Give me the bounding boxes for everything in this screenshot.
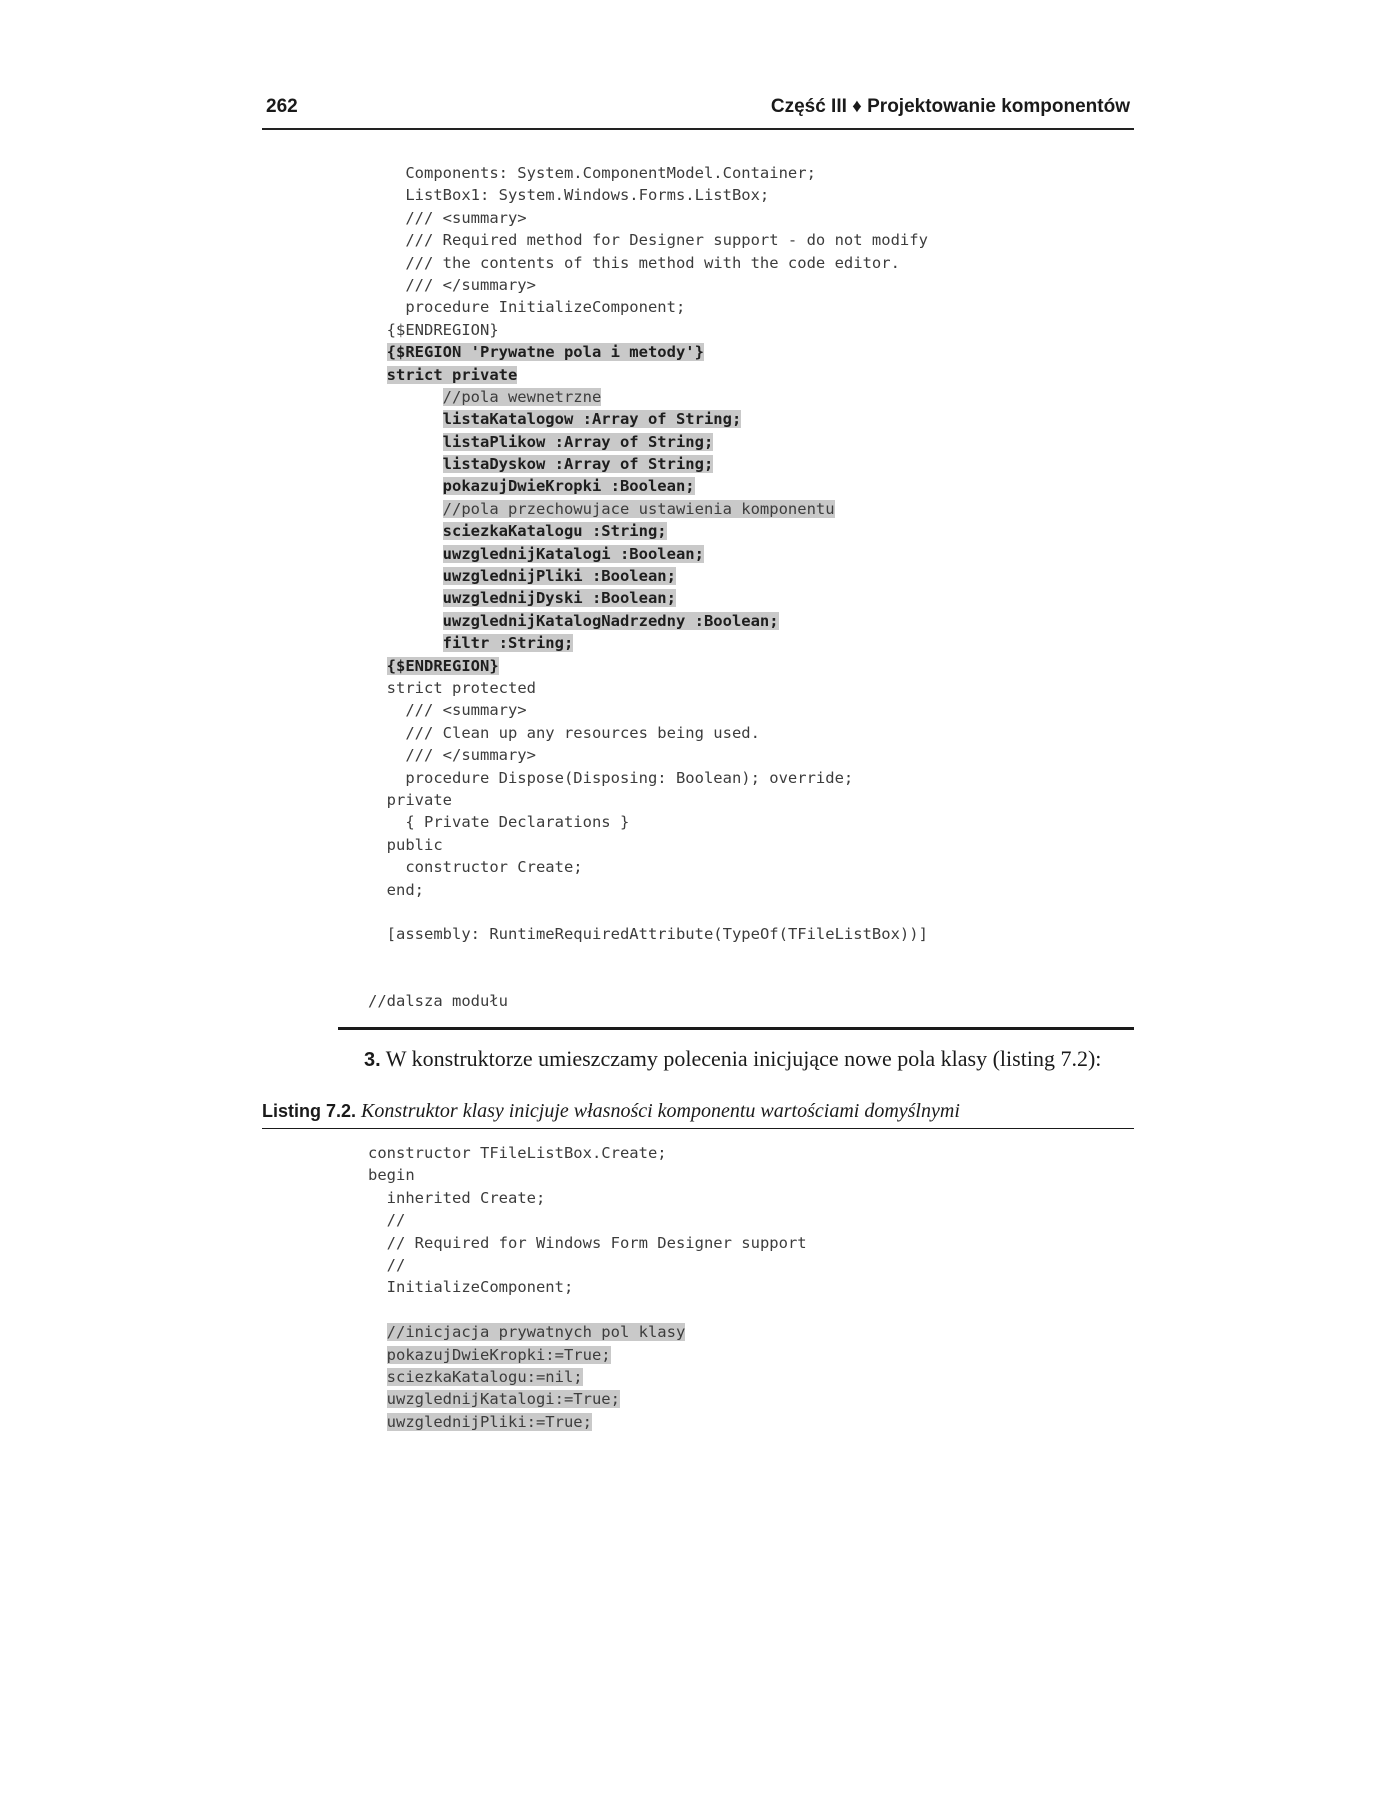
code-line [368, 946, 928, 968]
code-text: procedure InitializeComponent; [405, 298, 686, 317]
code-text: uwzglednijPliki :Boolean; [442, 567, 676, 586]
code-text: /// <summary> [405, 701, 527, 720]
code-line [368, 811, 928, 833]
caption-text: Konstruktor klasy inicjuje własności komponentu wartościami domyślnymi [356, 1100, 960, 1122]
code-listing-continued [368, 162, 928, 1013]
code-line [368, 879, 928, 901]
code-line [368, 587, 928, 609]
code-line [368, 901, 928, 923]
code-text: uwzglednijPliki:=True; [386, 1412, 592, 1431]
code-text: listaPlikow :Array of String; [442, 432, 714, 451]
code-line [368, 1142, 807, 1164]
code-text: { Private Declarations } [405, 813, 630, 832]
code-text: {$ENDREGION} [386, 320, 499, 339]
running-title: Część III ♦ Projektowanie komponentów [770, 96, 1130, 117]
page-header [262, 96, 1134, 130]
code-text: procedure Dispose(Disposing: Boolean); override; [405, 768, 854, 787]
code-text: // Required for Windows Form Designer support [386, 1233, 807, 1252]
code-line [368, 1232, 807, 1254]
code-line [368, 431, 928, 453]
code-line [368, 319, 928, 341]
code-line [368, 274, 928, 296]
code-text: listaKatalogow :Array of String; [442, 410, 742, 429]
code-text: //dalsza modułu [368, 992, 508, 1011]
code-text: public [386, 835, 443, 854]
code-line [368, 386, 928, 408]
code-line [368, 453, 928, 475]
code-text: private [386, 790, 452, 809]
code-line [368, 207, 928, 229]
code-text: strict protected [386, 678, 536, 697]
code-text: end; [386, 880, 424, 899]
code-line [368, 1344, 807, 1366]
code-text: begin [368, 1166, 415, 1185]
code-line [368, 1164, 807, 1186]
code-text: Components: System.ComponentModel.Container; [405, 164, 816, 182]
code-text: /// </summary> [405, 275, 536, 294]
code-text: //pola wewnetrzne [442, 387, 602, 406]
code-text: pokazujDwieKropki:=True; [386, 1345, 611, 1364]
code-text: [assembly: RuntimeRequiredAttribute(TypeOf(TFileListBox))] [386, 925, 928, 944]
code-line [368, 341, 928, 363]
page-number: 262 [266, 96, 298, 117]
code-text: /// the contents of this method with the code editor. [405, 253, 900, 272]
code-text: constructor Create; [405, 858, 583, 877]
code-text: listaDyskow :Array of String; [442, 455, 714, 474]
code-text: inherited Create; [386, 1188, 546, 1207]
code-text: /// Required method for Designer support - do not modify [405, 231, 928, 250]
code-text: /// </summary> [405, 746, 536, 765]
code-line [368, 475, 928, 497]
code-line [368, 610, 928, 632]
code-line [368, 498, 928, 520]
code-line [368, 789, 928, 811]
code-line [368, 990, 928, 1012]
code-line [368, 856, 928, 878]
code-text: sciezkaKatalogu :String; [442, 522, 667, 541]
code-line [368, 632, 928, 654]
code-text: {$ENDREGION} [386, 656, 499, 675]
code-text: InitializeComponent; [386, 1278, 574, 1297]
code-line [368, 744, 928, 766]
code-line [368, 184, 928, 206]
code-text: uwzglednijKatalogi :Boolean; [442, 544, 704, 563]
code-line [368, 520, 928, 542]
code-line [368, 677, 928, 699]
code-line [368, 162, 928, 184]
code-text: strict private [386, 365, 518, 384]
code-line [368, 543, 928, 565]
code-line [368, 229, 928, 251]
code-text: /// <summary> [405, 208, 527, 227]
code-text: uwzglednijKatalogi:=True; [386, 1390, 620, 1409]
code-line [368, 1276, 807, 1298]
listing-end-rule [338, 1027, 1134, 1030]
code-text: // [386, 1211, 406, 1230]
code-text: //inicjacja prywatnych pol klasy [386, 1323, 686, 1342]
step-number: 3. [364, 1049, 381, 1071]
caption-label: Listing 7.2. [262, 1101, 357, 1121]
step-paragraph [364, 1046, 1101, 1072]
code-line [368, 1299, 807, 1321]
code-text: // [386, 1255, 406, 1274]
code-line [368, 252, 928, 274]
code-line [368, 1187, 807, 1209]
code-text: pokazujDwieKropki :Boolean; [442, 477, 695, 496]
code-text: //pola przechowujace ustawienia komponentu [442, 499, 835, 518]
code-line [368, 1411, 807, 1433]
code-line [368, 767, 928, 789]
step-text: W konstruktorze umieszczamy polecenia inicjujące nowe pola klasy (listing 7.2): [380, 1046, 1102, 1071]
code-text: filtr :String; [442, 634, 574, 653]
code-line [368, 408, 928, 430]
code-line [368, 834, 928, 856]
code-line [368, 1321, 807, 1343]
code-line [368, 1209, 807, 1231]
code-line [368, 923, 928, 945]
code-text: /// Clean up any resources being used. [405, 723, 760, 742]
code-line [368, 565, 928, 587]
code-text: ListBox1: System.Windows.Forms.ListBox; [405, 186, 770, 205]
code-line [368, 722, 928, 744]
code-line [368, 1388, 807, 1410]
code-line [368, 364, 928, 386]
listing-caption [262, 1100, 960, 1123]
code-line [368, 1254, 807, 1276]
code-text: {$REGION 'Prywatne pola i metody'} [386, 343, 704, 362]
code-line [368, 655, 928, 677]
code-line [368, 296, 928, 318]
code-text: uwzglednijKatalogNadrzedny :Boolean; [442, 611, 779, 630]
code-listing-7-2 [368, 1142, 807, 1433]
code-text: constructor TFileListBox.Create; [368, 1144, 667, 1162]
caption-rule [262, 1128, 1134, 1129]
code-line [368, 968, 928, 990]
code-line [368, 1366, 807, 1388]
code-text: uwzglednijDyski :Boolean; [442, 589, 676, 608]
code-text: sciezkaKatalogu:=nil; [386, 1367, 583, 1386]
code-line [368, 699, 928, 721]
